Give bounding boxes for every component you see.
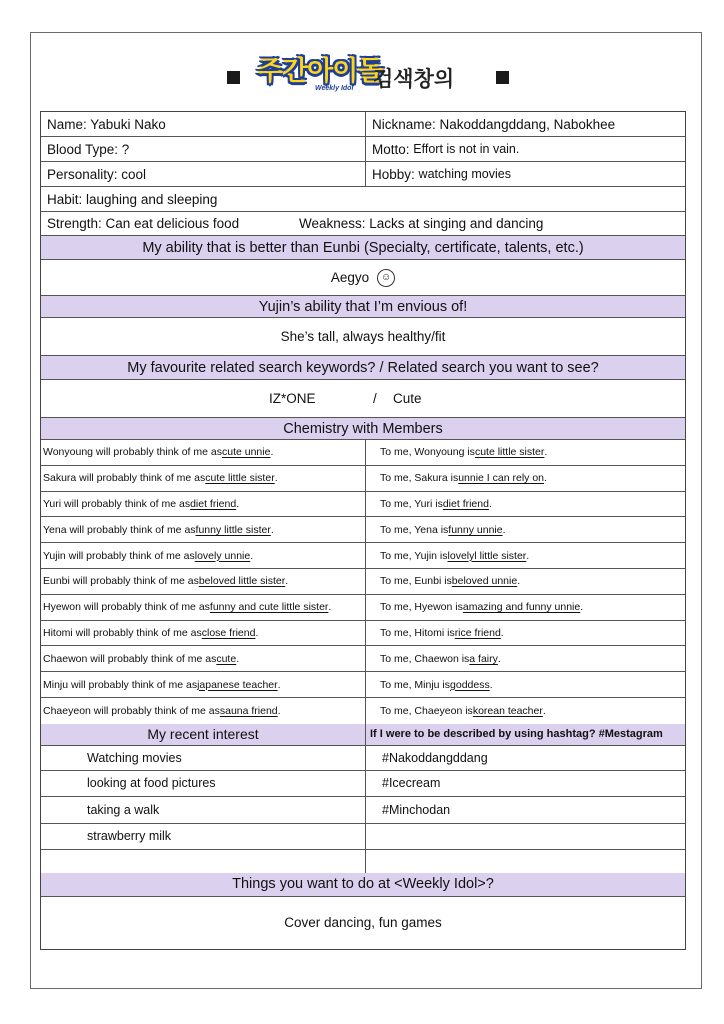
hashtag-item <box>365 824 685 849</box>
interests-list <box>41 746 685 873</box>
chemistry-left: Yuri will probably think of me as diet friend . <box>43 497 240 510</box>
smiley-icon: ☺ <box>377 269 395 287</box>
chemistry-left-value: cute unnie <box>221 446 271 459</box>
chemistry-right-value: rice friend <box>454 626 501 639</box>
interest-row <box>41 771 685 797</box>
chemistry-row <box>41 621 685 647</box>
chemistry-left-value: diet friend <box>190 497 237 510</box>
interest-item: strawberry milk <box>87 829 172 844</box>
chemistry-right-value: goddess <box>450 678 490 691</box>
form-page <box>30 32 702 989</box>
chemistry-left-value: close friend <box>201 626 256 639</box>
chemistry-row <box>41 698 685 724</box>
chemistry-left-value: funny and cute little sister <box>209 601 329 614</box>
yujin-header: Yujin’s ability that I’m envious of! <box>41 296 685 318</box>
chemistry-list <box>41 440 685 724</box>
chemistry-left-text: Yujin will probably think of me as <box>43 549 195 562</box>
chemistry-left-text: Chaeyeon will probably think of me as <box>43 704 220 717</box>
chemistry-left-text: Hitomi will probably think of me as <box>43 626 202 639</box>
chemistry-right: To me, Sakura is unnie I can rely on . <box>365 466 685 491</box>
habit-field: Habit: laughing and sleeping <box>47 191 218 207</box>
interest-item: taking a walk <box>87 802 160 817</box>
chemistry-row <box>41 492 685 518</box>
weekly-header: Things you want to do at <Weekly Idol>? <box>41 873 685 897</box>
form-header <box>31 33 703 103</box>
chemistry-header: Chemistry with Members <box>41 418 685 440</box>
keywords-header: My favourite related search keywords? / Related search you want to see? <box>41 356 685 380</box>
chemistry-row <box>41 646 685 672</box>
ability-value: Aegyo <box>330 270 370 285</box>
chemistry-left-text: Minju will probably think of me as <box>43 678 198 691</box>
chemistry-right-text: To me, Minju is <box>380 678 451 691</box>
chemistry-row <box>41 569 685 595</box>
habit-row <box>41 187 685 212</box>
chemistry-right: To me, Yena is funny unnie . <box>365 517 685 542</box>
logo-subtitle: Weekly Idol <box>315 85 354 92</box>
hashtag-header: If I were to be described by using hashtag? #Mestagram <box>365 724 685 745</box>
hobby-label: Hobby: <box>372 166 415 182</box>
chemistry-right-text: To me, Wonyoung is <box>380 446 475 459</box>
chemistry-left-value: japanese teacher <box>197 678 278 691</box>
chemistry-left-value: funny little sister <box>195 523 271 536</box>
keywords-right: Cute <box>393 391 422 406</box>
ability-header: My ability that is better than Eunbi (Specialty, certificate, talents, etc.) <box>41 236 685 260</box>
chemistry-left: Wonyoung will probably think of me as cute unnie . <box>43 446 274 459</box>
chemistry-left: Minju will probably think of me as japanese teacher . <box>43 678 281 691</box>
interest-item: Watching movies <box>87 750 182 765</box>
chemistry-left-text: Chaewon will probably think of me as <box>43 652 217 665</box>
chemistry-row <box>41 543 685 569</box>
chemistry-left: Yujin will probably think of me as lovely unnie . <box>43 549 254 562</box>
chemistry-right-value: funny unnie <box>448 523 503 536</box>
hashtag-item: #Minchodan <box>365 797 685 823</box>
chemistry-left: Hitomi will probably think of me as close friend . <box>43 626 259 639</box>
blood-type-field: Blood Type: ? <box>47 141 130 157</box>
interest-row <box>41 824 685 850</box>
chemistry-right: To me, Chaewon is a fairy . <box>365 646 685 671</box>
keywords-separator: / <box>373 391 377 406</box>
hobby-field <box>365 162 685 186</box>
interest-row <box>41 850 685 873</box>
chemistry-right: To me, Yujin is lovelyl little sister . <box>365 543 685 568</box>
personality-row <box>41 162 685 187</box>
chemistry-left: Hyewon will probably think of me as funny and cute little sister . <box>43 601 332 614</box>
nickname-field: Nickname: Nakoddangddang, Nabokhee <box>365 112 685 136</box>
chemistry-row <box>41 517 685 543</box>
chemistry-right-text: To me, Yuri is <box>380 497 443 510</box>
chemistry-right-value: amazing and funny unnie <box>462 601 581 614</box>
interest-row <box>41 797 685 824</box>
interest-header: My recent interest <box>147 726 259 743</box>
chemistry-left-text: Yena will probably think of me as <box>43 523 196 536</box>
strength-field: Strength: Can eat delicious food <box>47 216 240 231</box>
profile-table <box>40 111 686 950</box>
chemistry-row <box>41 672 685 698</box>
personality-field: Personality: cool <box>47 166 147 182</box>
form-title: 검색창의 <box>373 67 455 91</box>
keywords-left: IZ*ONE <box>269 391 316 406</box>
chemistry-right-text: To me, Eunbi is <box>380 575 452 588</box>
yujin-value: She’s tall, always healthy/fit <box>41 318 685 356</box>
chemistry-left: Chaewon will probably think of me as cute . <box>43 652 240 665</box>
blood-row <box>41 137 685 162</box>
chemistry-right-text: To me, Yujin is <box>380 549 448 562</box>
weakness-field: Weakness: Lacks at singing and dancing <box>299 216 544 231</box>
hashtag-item: #Icecream <box>365 771 685 796</box>
chemistry-left: Eunbi will probably think of me as beloved little sister . <box>43 575 289 588</box>
chemistry-left-text: Eunbi will probably think of me as <box>43 575 199 588</box>
name-row <box>41 112 685 137</box>
interests-header-row <box>41 724 685 746</box>
chemistry-right-value: diet friend <box>442 497 489 510</box>
weekly-value: Cover dancing, fun games <box>284 915 442 931</box>
chemistry-left: Sakura will probably think of me as cute little sister . <box>43 472 278 485</box>
ability-row <box>41 260 685 296</box>
chemistry-right-text: To me, Chaewon is <box>380 652 470 665</box>
chemistry-right-text: To me, Hitomi is <box>380 626 455 639</box>
chemistry-right-value: beloved unnie <box>451 575 518 588</box>
chemistry-left: Chaeyeon will probably think of me as sauna friend . <box>43 704 281 717</box>
chemistry-left-value: cute <box>216 652 237 665</box>
chemistry-left-value: beloved little sister <box>198 575 286 588</box>
chemistry-left-value: cute little sister <box>205 472 275 485</box>
chemistry-left-text: Hyewon will probably think of me as <box>43 601 210 614</box>
chemistry-right-value: a fairy <box>469 652 498 665</box>
interest-row <box>41 746 685 771</box>
chemistry-left-text: Wonyoung will probably think of me as <box>43 446 222 459</box>
chemistry-right-value: unnie I can rely on <box>458 472 545 485</box>
chemistry-right: To me, Minju is goddess . <box>365 672 685 697</box>
hobby-value: watching movies <box>418 167 511 181</box>
chemistry-right-text: To me, Chaeyeon is <box>380 704 473 717</box>
hashtag-item <box>365 850 685 873</box>
chemistry-right-text: To me, Yena is <box>380 523 449 536</box>
chemistry-right-value: lovelyl little sister <box>447 549 527 562</box>
chemistry-right: To me, Chaeyeon is korean teacher . <box>365 698 685 724</box>
chemistry-right: To me, Yuri is diet friend . <box>365 492 685 517</box>
hashtag-item: #Nakoddangddang <box>365 746 685 770</box>
right-square-icon <box>496 71 509 84</box>
chemistry-right-value: korean teacher <box>472 704 543 717</box>
chemistry-row <box>41 466 685 492</box>
chemistry-right: To me, Hitomi is rice friend . <box>365 621 685 646</box>
interest-item <box>41 850 365 873</box>
chemistry-left-value: sauna friend <box>219 704 278 717</box>
chemistry-left-text: Sakura will probably think of me as <box>43 472 206 485</box>
keywords-row <box>41 380 685 418</box>
strength-row <box>41 212 685 236</box>
name-field: Name: Yabuki Nako <box>47 116 166 132</box>
chemistry-right-text: To me, Hyewon is <box>380 601 463 614</box>
chemistry-right: To me, Hyewon is amazing and funny unnie . <box>365 595 685 620</box>
motto-label: Motto: <box>372 141 410 157</box>
chemistry-right-text: To me, Sakura is <box>380 472 459 485</box>
chemistry-left: Yena will probably think of me as funny little sister . <box>43 523 274 536</box>
left-square-icon <box>227 71 240 84</box>
chemistry-right: To me, Wonyoung is cute little sister . <box>365 440 685 465</box>
interest-item: looking at food pictures <box>87 776 216 791</box>
chemistry-left-value: lovely unnie <box>194 549 251 562</box>
motto-value: Effort is not in vain. <box>413 142 520 156</box>
chemistry-row <box>41 595 685 621</box>
chemistry-left-text: Yuri will probably think of me as <box>43 497 191 510</box>
weekly-idol-logo: 주간아이돌 <box>257 56 383 87</box>
motto-field <box>365 137 685 161</box>
chemistry-row <box>41 440 685 466</box>
chemistry-right: To me, Eunbi is beloved unnie . <box>365 569 685 594</box>
chemistry-right-value: cute little sister <box>474 446 545 459</box>
